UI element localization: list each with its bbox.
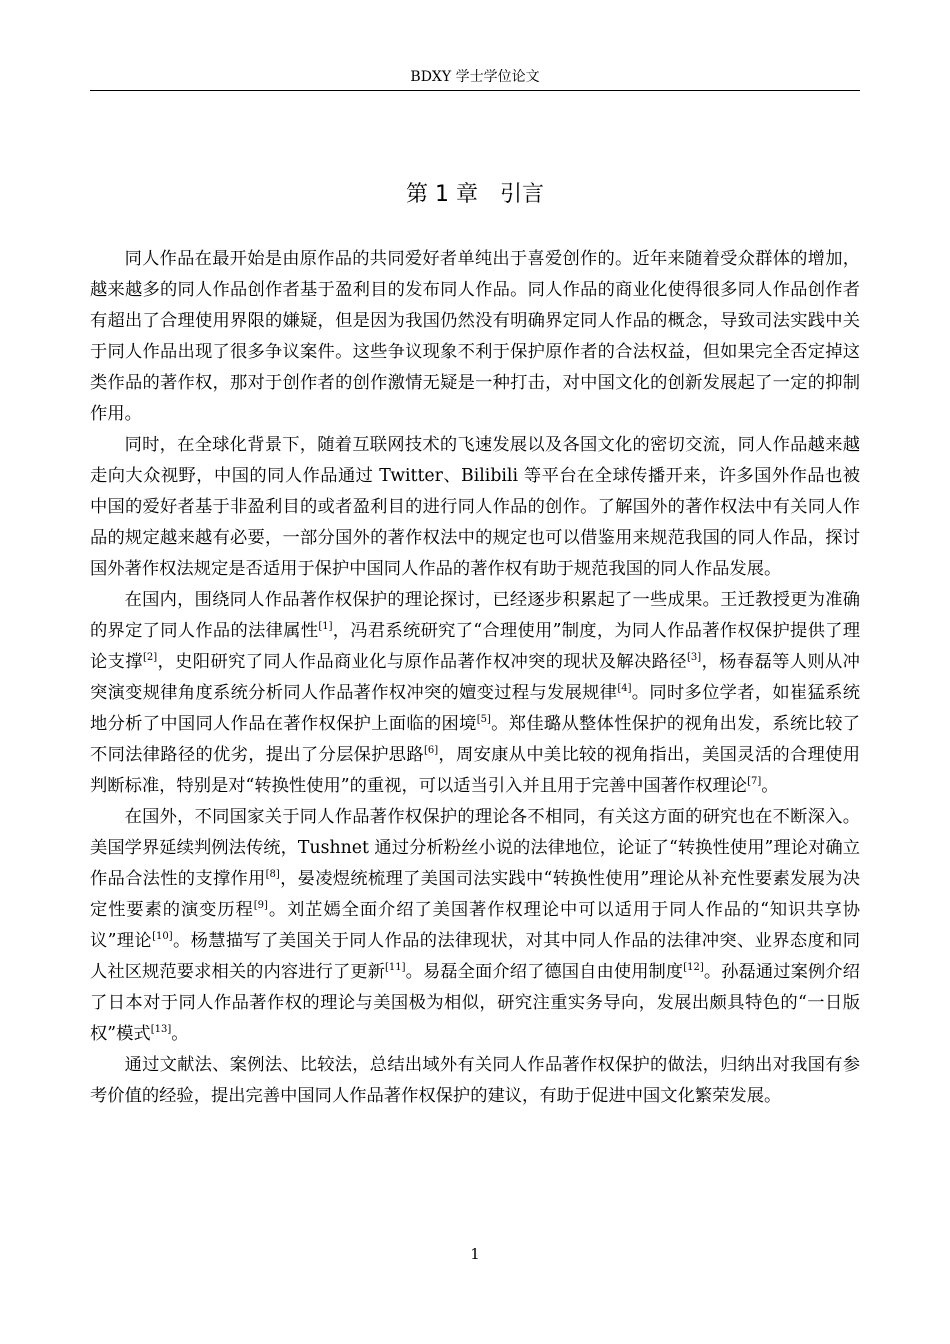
paragraph-text: 通过文献法、案例法、比较法，总结出域外有关同人作品著作权保护的做法，归纳出对我国有参考价值的经验，提出完善中国同人作品著作权保护的建议，有助于促进中国文化繁荣发展。 [90,1055,860,1106]
paragraph-text: ，周安康从中美比较的视角指出，美国灵活的合理使用判断标准，特别是对“转换性使用”的重视，可以适当引入并且用于完善中国著作权理论 [90,745,860,796]
paragraph-text: 在国内，围绕同人作品著作权保护的理论探讨，已经逐步积累起了一些成果。王迁教授更为准确的界定了同人作品的法律属性 [90,590,860,641]
paragraph-text: 。易磊全面介绍了德国自由使用制度 [405,962,684,982]
paragraph-text: 。 [761,776,779,796]
citation-ref: [10] [152,931,173,943]
paragraph-text: 在国外，不同国家关于同人作品著作权保护的理论各不相同，有关这方面的研究也在不断深入。美国学界延续判例法传统，Tushnet 通过分析粉丝小说的法律地位，论证了“转换性使用”理论对确立作品合法性的支撑作用 [90,807,860,889]
chapter-body [90,244,860,1112]
paragraph-text: ，冯君系统研究了“合理使用”制度，为同人作品著作权保护提供了理论支撑 [90,621,860,672]
paragraph-text: ，晏凌煜统梳理了美国司法实践中“转换性使用”理论从补充性要素发展为决定性要素的演变历程 [90,869,860,920]
paragraph-text: 。同时多位学者，如崔猛系统地分析了中国同人作品在著作权保护上面临的困境 [90,683,860,734]
page-number: 1 [470,1245,480,1263]
citation-ref: [13] [150,1024,172,1036]
citation-ref: [2] [142,652,158,664]
paragraph-text: ，杨春磊等人则从冲突演变规律角度系统分析同人作品著作权冲突的嬗变过程与发展规律 [90,652,860,703]
paragraph-text: 。 [171,1024,189,1044]
paragraph-text: 同时，在全球化背景下，随着互联网技术的飞速发展以及各国文化的密切交流，同人作品越来越走向大众视野，中国的同人作品通过 Twitter、Bilibili 等平台在全球传播开来，许多国外作品也被中国的爱好者基于非盈利目的或者盈利目的进行同人作品的创作。了解国外的著作权法中有关同人作品的规定越来越有必要，一部分国外的著作权法中的规定也可以借鉴用来规范我国的同人作品，探讨国外著作权法规定是否适用于保护中国同人作品的著作权有助于规范我国的同人作品发展。 [90,435,860,579]
citation-ref: [7] [747,776,762,788]
paragraph-3 [90,585,860,802]
paragraph-5 [90,1050,860,1112]
citation-ref: [8] [265,869,280,881]
citation-ref: [12] [683,962,704,974]
citation-ref: [6] [423,745,439,757]
citation-ref: [4] [617,683,632,695]
citation-ref: [9] [253,900,268,912]
paragraph-4 [90,802,860,1050]
chapter-title: 第 1 章 引言 [406,182,544,207]
running-header [90,66,860,91]
citation-ref: [3] [686,652,702,664]
paragraph-text: 。刘芷嫣全面介绍了美国著作权理论中可以适用于同人作品的“知识共享协议”理论 [90,900,860,951]
citation-ref: [11] [385,962,406,974]
paragraph-1 [90,244,860,430]
citation-ref: [5] [476,714,491,726]
running-header-title: BDXY 学士学位论文 [410,69,540,85]
paragraph-text: 同人作品在最开始是由原作品的共同爱好者单纯出于喜爱创作的。近年来随着受众群体的增加，越来越多的同人作品创作者基于盈利目的发布同人作品。同人作品的商业化使得很多同人作品创作者有超出了合理使用界限的嫌疑，但是因为我国仍然没有明确界定同人作品的概念，导致司法实践中关于同人作品出现了很多争议案件。这些争议现象不利于保护原作者的合法权益，但如果完全否定掉这类作品的著作权，那对于创作者的创作激情无疑是一种打击，对中国文化的创新发展起了一定的抑制作用。 [90,249,860,424]
paragraph-2 [90,430,860,585]
paragraph-text: ，史阳研究了同人作品商业化与原作品著作权冲突的现状及解决路径 [157,652,687,672]
paragraph-text: 。孙磊通过案例介绍了日本对于同人作品著作权的理论与美国极为相似，研究注重实务导向，发展出颇具特色的“一日版权”模式 [90,962,860,1044]
citation-ref: [1] [318,621,333,633]
paragraph-text: 。郑佳璐从整体性保护的视角出发，系统比较了不同法律路径的优劣，提出了分层保护思路 [90,714,860,765]
paragraph-text: 。杨慧描写了美国关于同人作品的法律现状，对其中同人作品的法律冲突、业界态度和同人社区规范要求相关的内容进行了更新 [90,931,860,982]
